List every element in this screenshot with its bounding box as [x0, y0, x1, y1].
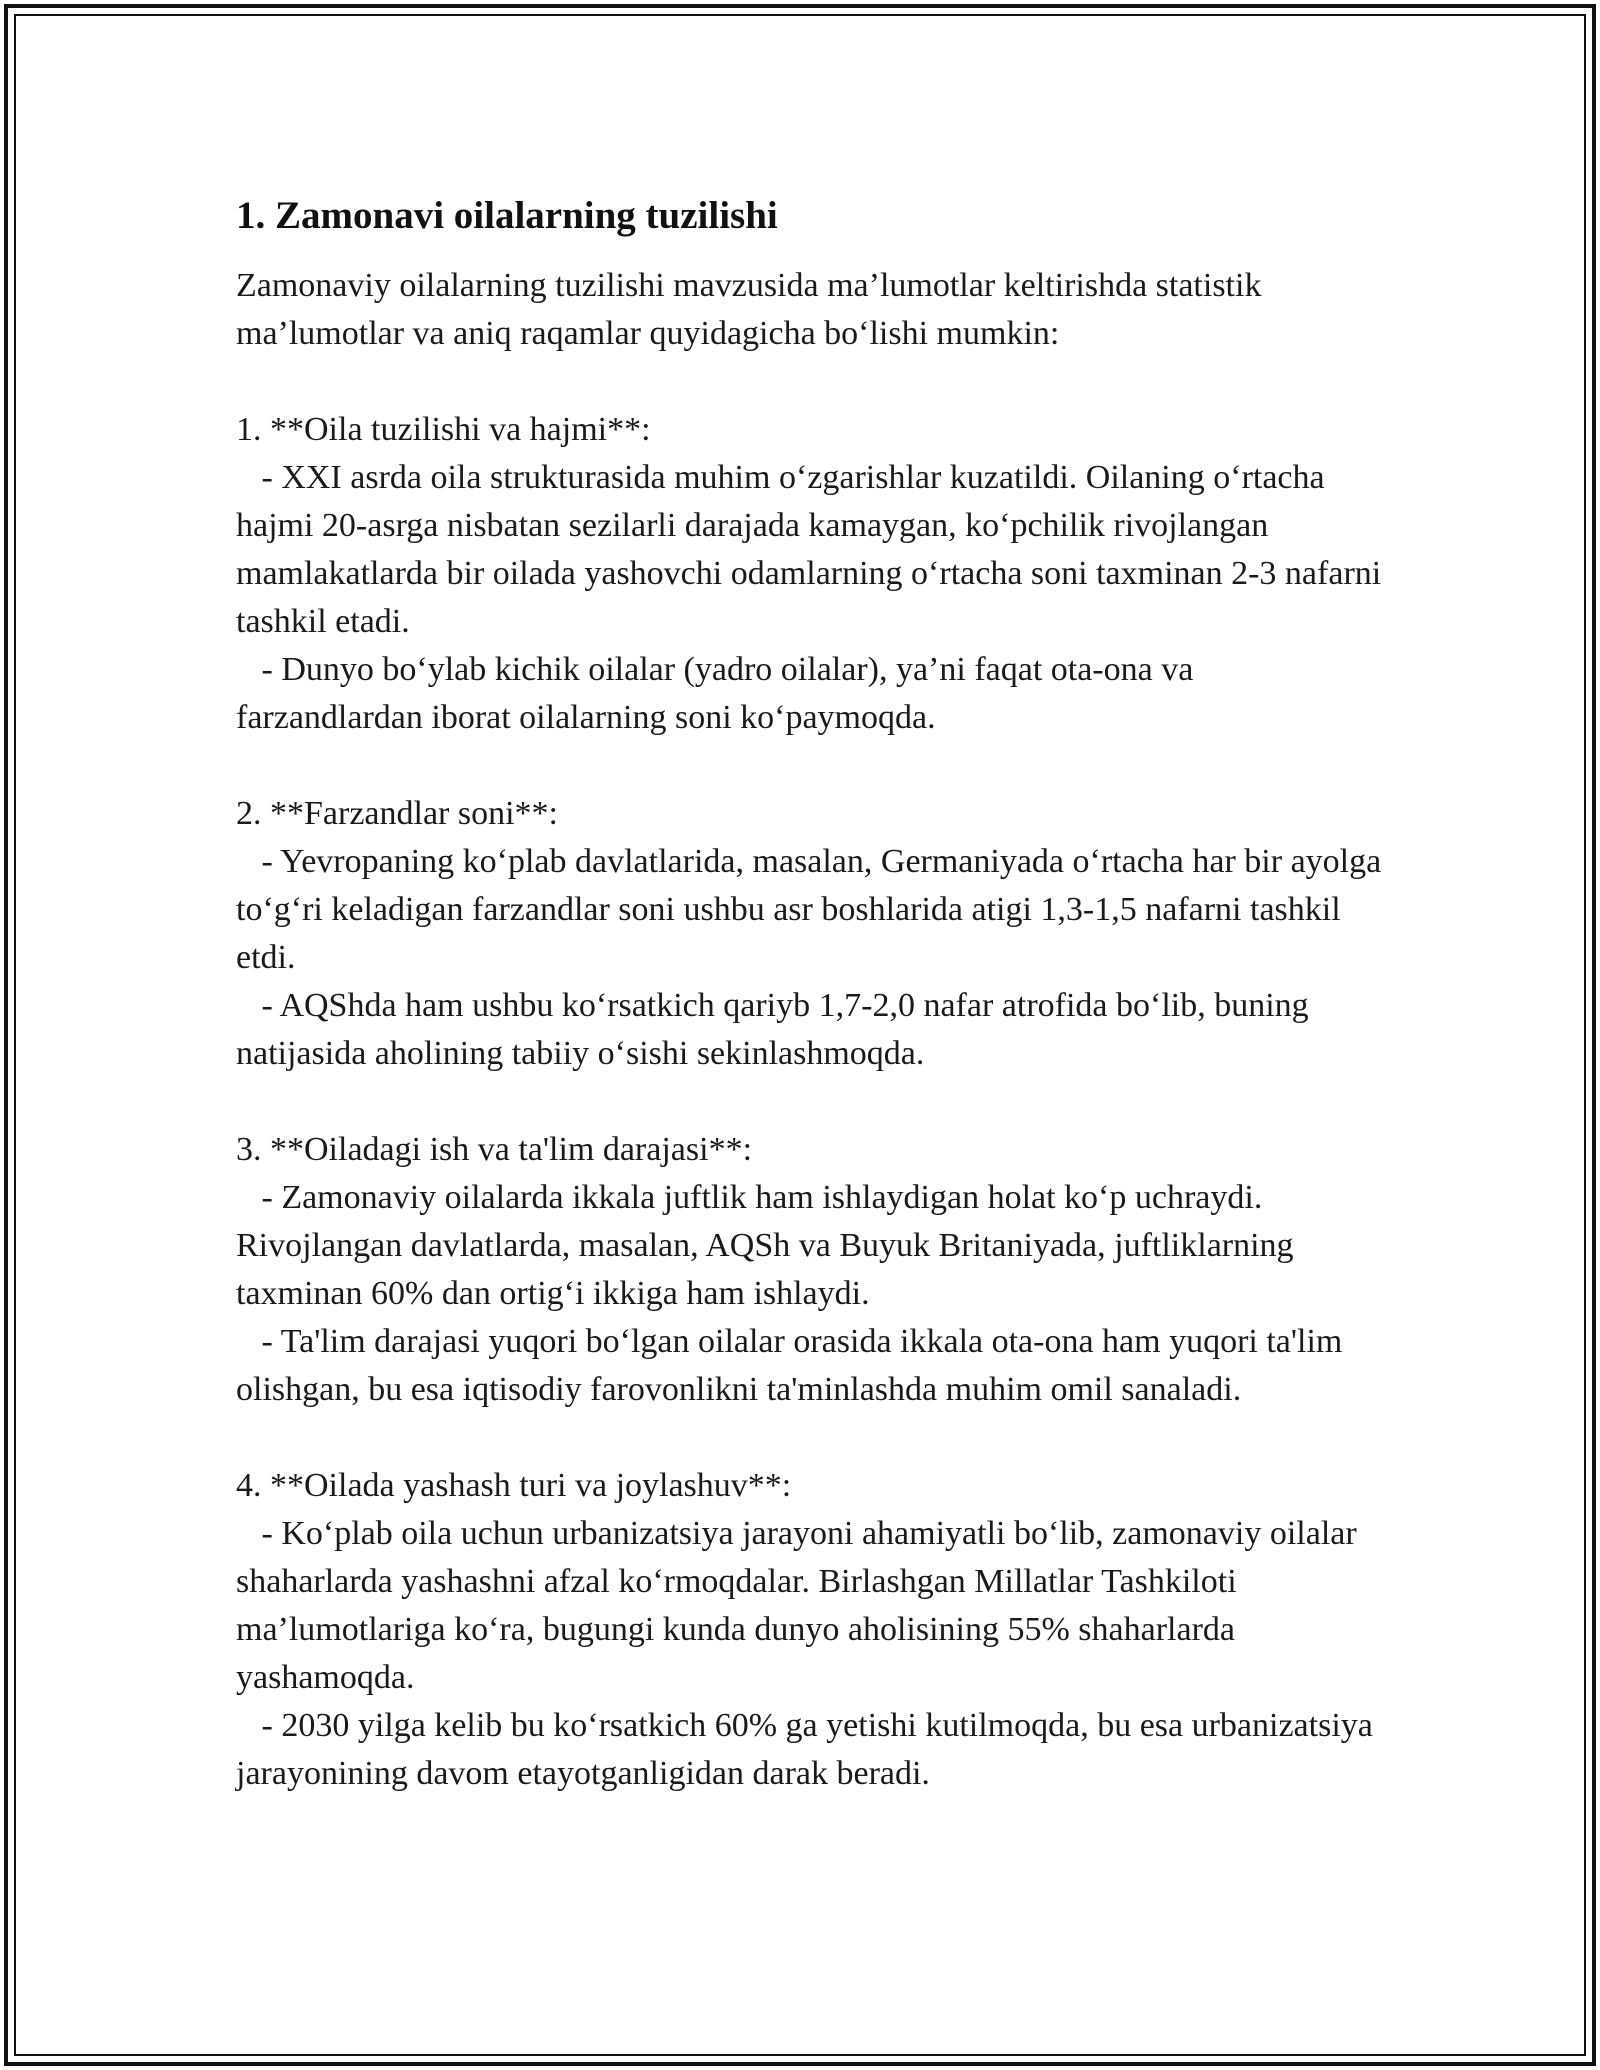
section-children-count [236, 790, 1390, 1078]
section-living-location [236, 1462, 1386, 1798]
bullet-item: - 2030 yilga kelib bu ko‘rsatkich 60% ga yetishi kutilmoqda, bu esa urbanizatsiya jarayonining davom etayotganligidan darak beradi. [236, 1707, 1382, 1792]
section-work-education [236, 1126, 1386, 1414]
page-title: 1. Zamonavi oilalarning tuzilishi [236, 194, 778, 237]
section-heading: 2. **Farzandlar soni**: [236, 795, 558, 832]
bullet-item: - XXI asrda oila strukturasida muhim o‘zgarishlar kuzatildi. Oilaning o‘rtacha hajmi 20-asrga nisbatan sezilarli darajada kamaygan, ko‘pchilik rivojlangan mamlakatlarda bir oilada yashovchi odamlarning o‘rtacha soni taxminan 2-3 nafarni tashkil etadi. [236, 459, 1390, 640]
section-heading: 1. **Oila tuzilishi va hajmi**: [236, 411, 651, 448]
bullet-item: - Dunyo bo‘ylab kichik oilalar (yadro oilalar), ya’ni faqat ota-ona va farzandlardan iborat oilalarning soni ko‘paymoqda. [236, 651, 1202, 736]
bullet-item: - Zamonaviy oilalarda ikkala juftlik ham ishlaydigan holat ko‘p uchraydi. Rivojlangan davlatlarda, masalan, AQSh va Buyuk Britaniyada, juftliklarning taxminan 60% dan ortig‘i ikkiga ham ishlaydi. [236, 1179, 1303, 1312]
bullet-item: - AQShda ham ushbu ko‘rsatkich qariyb 1,7-2,0 nafar atrofida bo‘lib, buning natijasida aholining tabiiy o‘sishi sekinlashmoqda. [236, 987, 1318, 1072]
section-heading: 4. **Oilada yashash turi va joylashuv**: [236, 1467, 792, 1504]
document-body [236, 190, 1390, 1798]
bullet-item: - Yevropaning ko‘plab davlatlarida, masalan, Germaniyada o‘rtacha har bir ayolga to‘g‘ri keladigan farzandlar soni ushbu asr boshlarida atigi 1,3-1,5 nafarni tashkil etdi. [236, 843, 1390, 976]
bullet-item: - Ko‘plab oila uchun urbanizatsiya jarayoni ahamiyatli bo‘lib, zamonaviy oilalar shaharlarda yashashni afzal ko‘rmoqdalar. Birlashgan Millatlar Tashkiloti ma’lumotlariga ko‘ra, bugungi kunda dunyo aholisining 55% shaharlarda yashamoqda. [236, 1515, 1366, 1696]
section-family-structure [236, 406, 1390, 742]
section-heading: 3. **Oiladagi ish va ta'lim darajasi**: [236, 1131, 753, 1168]
intro-paragraph: Zamonaviy oilalarning tuzilishi mavzusida ma’lumotlar keltirishda statistik ma’lumotlar va aniq raqamlar quyidagicha bo‘lishi mumkin: [236, 267, 1262, 352]
bullet-item: - Ta'lim darajasi yuqori bo‘lgan oilalar orasida ikkala ota-ona ham yuqori ta'lim olishgan, bu esa iqtisodiy farovonlikni ta'minlashda muhim omil sanaladi. [236, 1323, 1351, 1408]
